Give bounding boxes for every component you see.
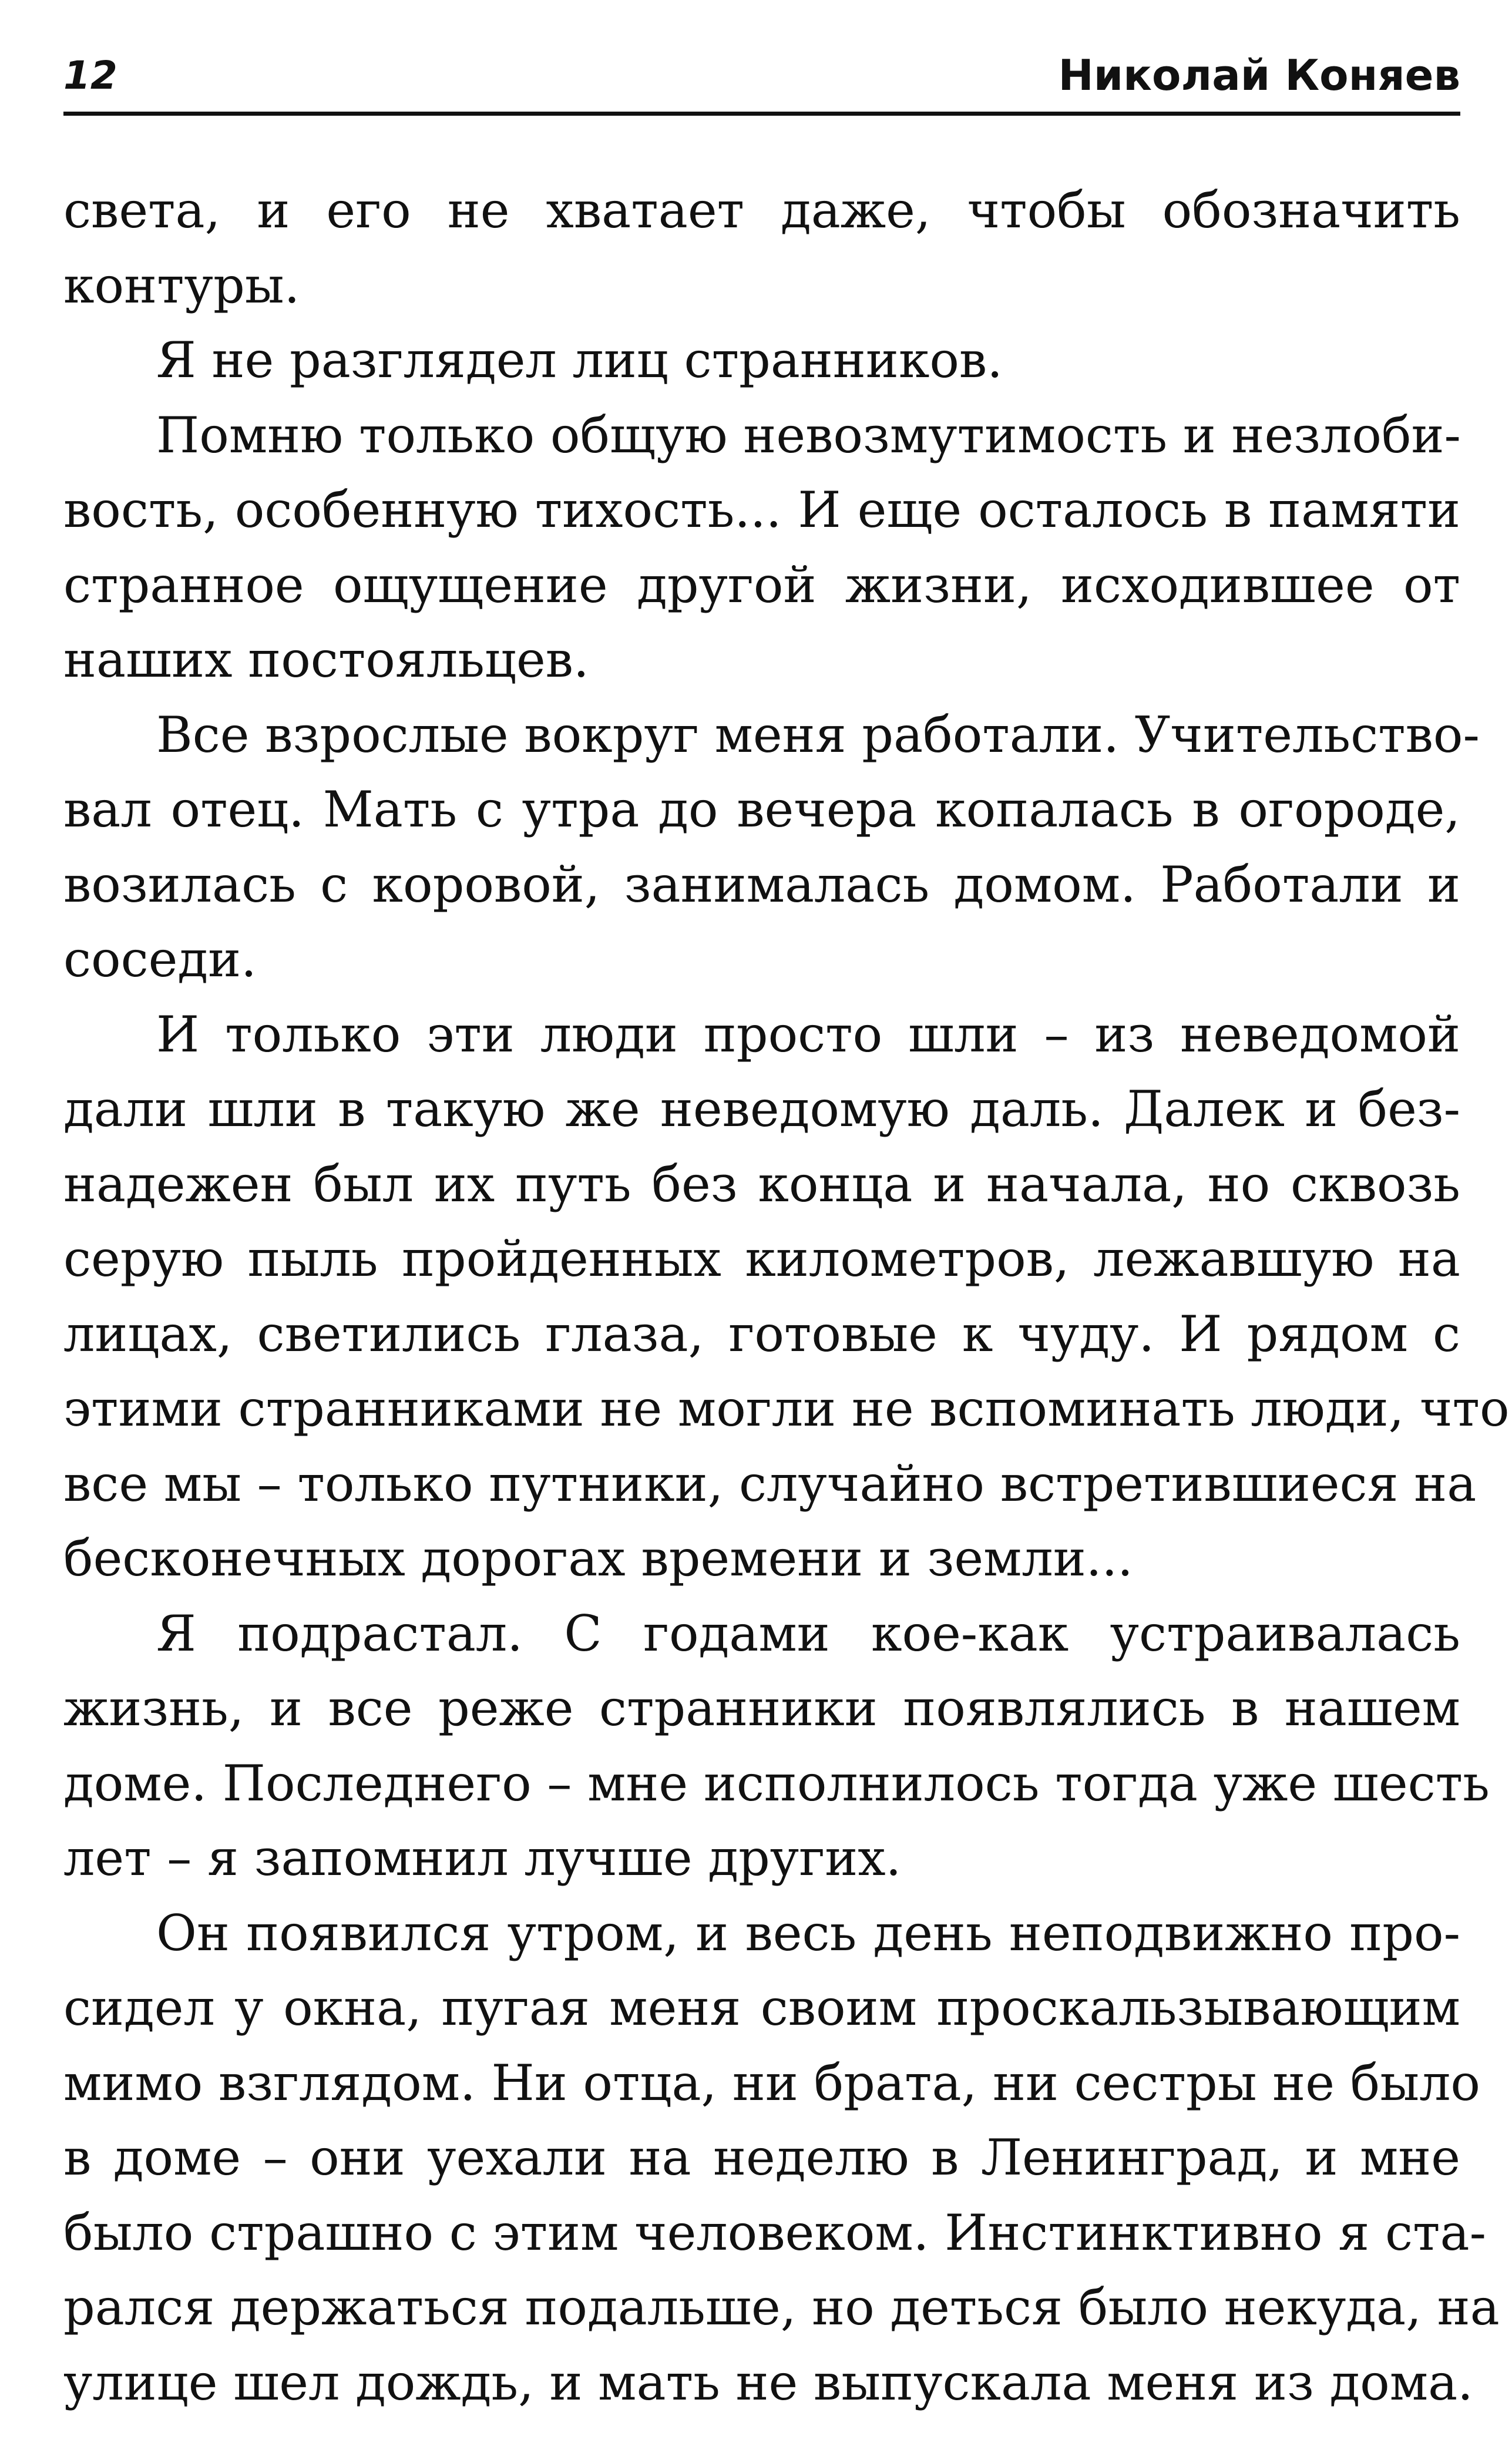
author-name: Николай Коняев [1058,51,1460,100]
text-line: доме. Последнего – мне исполнилось тогда уже шесть [63,1754,1490,1812]
paragraph [63,323,1460,398]
text-line: странное ощущение другой жизни, исходившее от [63,556,1460,614]
text-line: возилась с коровой, занималась домом. Работали и [63,855,1460,913]
paragraph [63,1597,1490,1896]
text-line: Он появился утром, и весь день неподвижно про- [156,1904,1460,1962]
text-line: было страшно с этим человеком. Инстинктивно я ста- [63,2203,1486,2262]
text-line: улице шел дождь, и мать не выпускала меня из дома. [63,2353,1473,2411]
body-text [63,173,1510,2420]
paragraph [63,698,1480,997]
text-line: контуры. [63,256,300,314]
text-line: Я не разглядел лиц странников. [156,331,1003,389]
text-line: соседи. [63,930,257,988]
text-line: вал отец. Мать с утра до вечера копалась в огороде, [63,781,1460,838]
text-line: надежен был их путь без конца и начала, но сквозь [63,1155,1460,1213]
paragraph [63,398,1460,698]
text-line: вость, особенную тихость... И еще осталось в памяти [63,481,1460,539]
paragraph [63,1896,1500,2421]
text-line: в доме – они уехали на неделю в Ленинград, и мне [63,2129,1460,2186]
text-line: этими странниками не могли не вспоминать люди, что [63,1380,1510,1437]
text-line: все мы – только путники, случайно встретившиеся на [63,1454,1477,1513]
text-line: жизнь, и все реже странники появлялись в нашем [63,1679,1460,1737]
text-line: И только эти люди просто шли – из неведомой [156,1005,1460,1063]
paragraph [63,997,1510,1597]
text-line: серую пыль пройденных километров, лежавшую на [63,1230,1460,1288]
running-header [63,41,1460,116]
text-line: Помню только общую невозмутимость и незлоби- [156,406,1461,464]
text-line: лицах, светились глаза, готовые к чуду. И рядом с [63,1305,1460,1363]
paragraph [63,173,1460,323]
text-line: Все взрослые вокруг меня работали. Учительство- [156,705,1480,764]
text-line: рался держаться подальше, но деться было некуда, на [63,2279,1500,2336]
text-line: наших постояльцев. [63,631,589,688]
text-line: света, и его не хватает даже, чтобы обозначить [63,182,1460,239]
text-line: лет – я запомнил лучше других. [63,1829,902,1887]
text-line: бесконечных дорогах времени и земли... [63,1530,1133,1587]
text-line: сидел у окна, пугая меня своим проскальзывающим [63,1979,1460,2037]
page-number: 12 [63,53,117,98]
text-line: дали шли в такую же неведомую даль. Далек и без- [63,1080,1460,1138]
text-line: Я подрастал. С годами кое-как устраивалась [156,1604,1460,1662]
text-line: мимо взглядом. Ни отца, ни брата, ни сестры не было [63,2054,1481,2112]
